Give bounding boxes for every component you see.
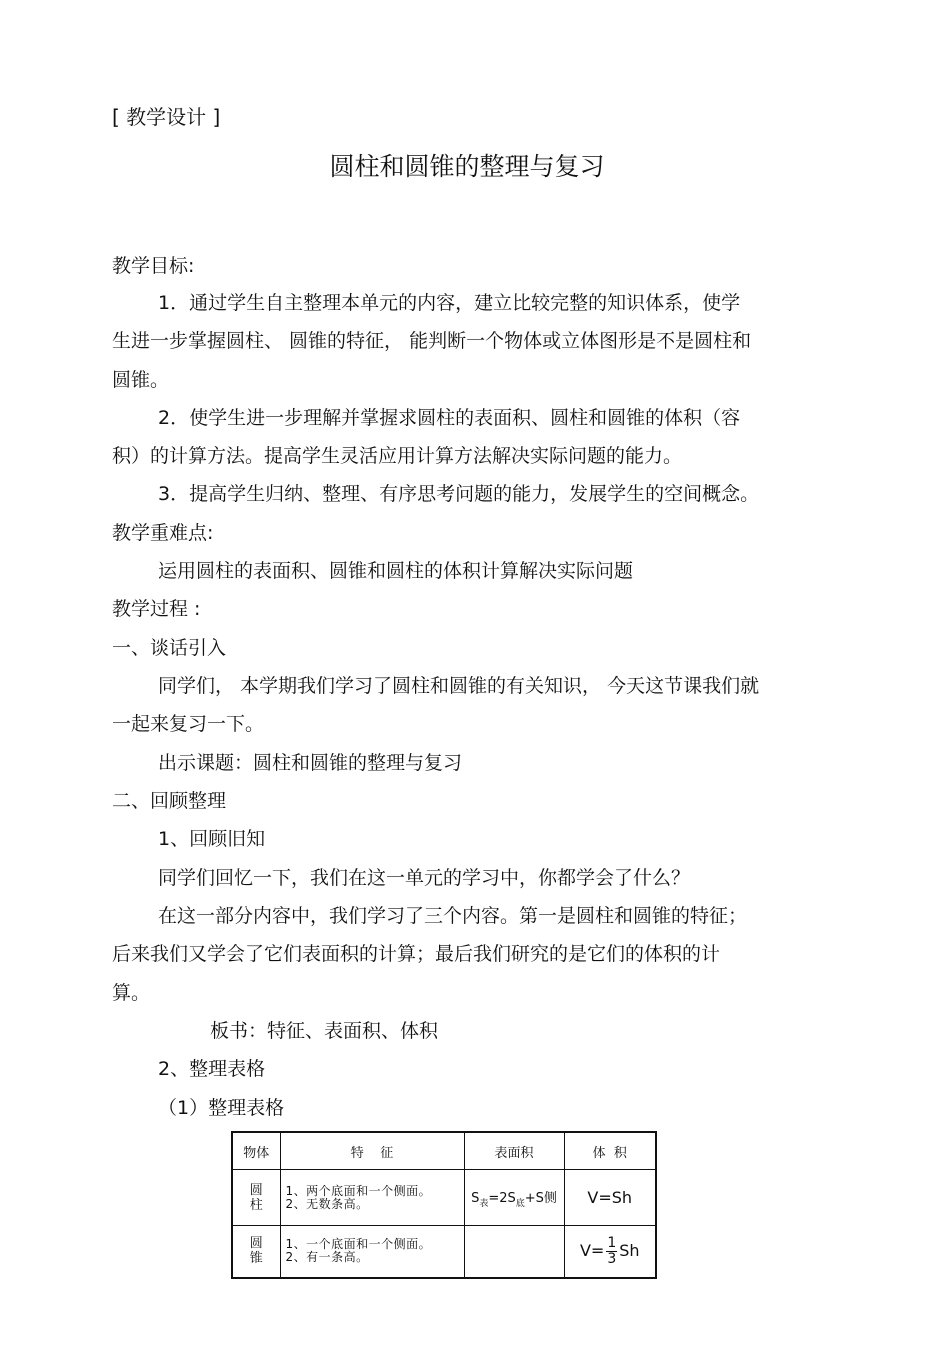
body-line: 算。 — [112, 982, 151, 1004]
cone-surface-formula — [464, 1226, 564, 1278]
body-line: 2、整理表格 — [158, 1058, 266, 1080]
cylinder-name: 圆 柱 — [232, 1170, 280, 1226]
body-line: 出示课题：圆柱和圆锥的整理与复习 — [158, 752, 463, 774]
body-line: 在这一部分内容中，我们学习了三个内容。第一是圆柱和圆锥的特征； — [158, 905, 748, 927]
body-line: 一起来复习一下。 — [112, 713, 265, 735]
body-line: 圆锥。 — [112, 369, 170, 391]
document-tag: [ 教学设计 ] — [112, 105, 221, 129]
header-volume: 体 积 — [564, 1132, 656, 1170]
body-line: 一、谈话引入 — [112, 637, 227, 659]
cone-name: 圆 锥 — [232, 1226, 280, 1278]
header-object: 物体 — [232, 1132, 280, 1170]
body-line: 后来我们又学会了它们表面积的计算；最后我们研究的是它们的体积的计 — [112, 943, 721, 965]
one-third-fraction: $\frac{1}{3}$ — [607, 1234, 617, 1267]
body-line: （1）整理表格 — [158, 1097, 285, 1119]
body-line: 2．使学生进一步理解并掌握求圆柱的表面积、圆柱和圆锥的体积（容 — [158, 407, 741, 429]
document-title: 圆柱和圆锥的整理与复习 — [329, 152, 605, 181]
summary-table — [231, 1131, 657, 1279]
header-features: 特 征 — [280, 1132, 464, 1170]
body-line: 二、回顾整理 — [112, 790, 227, 812]
table-row-cylinder — [232, 1170, 656, 1226]
body-line: 积）的计算方法。提高学生灵活应用计算方法解决实际问题的能力。 — [112, 445, 683, 467]
body-line: 3．提高学生归纳、整理、有序思考问题的能力，发展学生的空间概念。 — [158, 483, 760, 505]
body-line: 板书：特征、表面积、体积 — [210, 1020, 439, 1042]
cone-features: 1、一个底面和一个侧面。 2、有一条高。 — [280, 1226, 464, 1278]
body-line: 教学重难点: — [112, 522, 214, 544]
body-line: 1、回顾旧知 — [158, 828, 266, 850]
table-header-row — [232, 1132, 656, 1170]
body-line: 运用圆柱的表面积、圆锥和圆柱的体积计算解决实际问题 — [158, 560, 634, 582]
cylinder-features: 1、两个底面和一个侧面。 2、无数条高。 — [280, 1170, 464, 1226]
body-line: 同学们， 本学期我们学习了圆柱和圆锥的有关知识， 今天这节课我们就 — [158, 675, 760, 697]
body-line: 教学过程 : — [112, 598, 201, 620]
cylinder-surface-formula: $S_表=2S_底+S$侧 — [464, 1170, 564, 1226]
cone-volume-formula: V= $\frac{1}{3}$ Sh — [564, 1226, 656, 1278]
body-line: 同学们回忆一下，我们在这一单元的学习中，你都学会了什么？ — [158, 867, 691, 889]
table-row-cone — [232, 1226, 656, 1278]
body-line: 教学目标: — [112, 255, 195, 277]
cylinder-volume-formula: V=Sh — [564, 1170, 656, 1226]
body-line: 1．通过学生自主整理本单元的内容，建立比较完整的知识体系，使学 — [158, 292, 741, 314]
body-line: 生进一步掌握圆柱、 圆锥的特征， 能判断一个物体或立体图形是不是圆柱和 — [112, 330, 752, 352]
header-surface-area: 表面积 — [464, 1132, 564, 1170]
